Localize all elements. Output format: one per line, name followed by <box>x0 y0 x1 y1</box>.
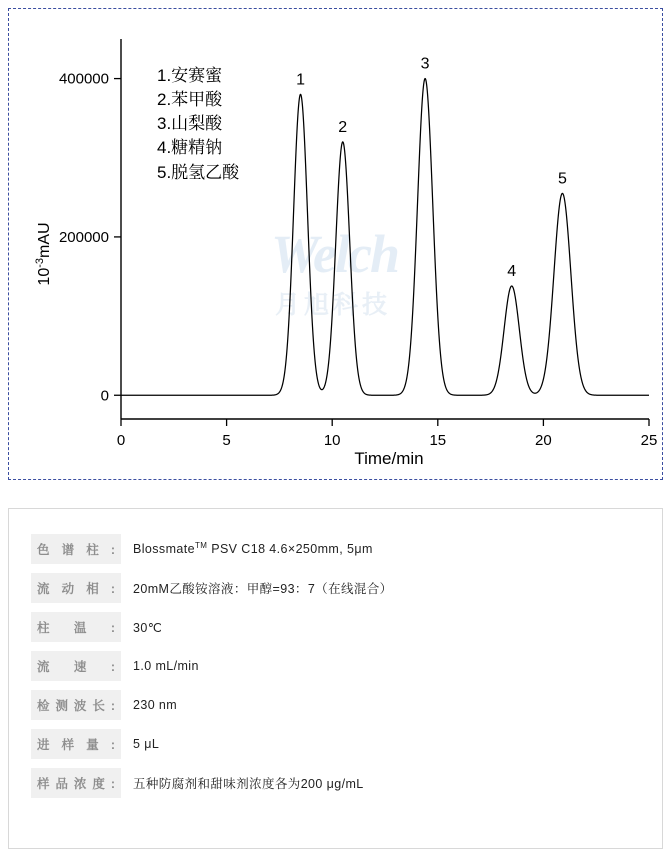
method-conditions-table <box>31 525 641 807</box>
condition-label: 色谱柱: <box>31 534 121 564</box>
condition-row <box>31 651 641 681</box>
chromatogram-trace <box>121 79 649 396</box>
chromatogram-plot <box>9 9 662 479</box>
method-conditions-panel <box>8 508 663 849</box>
x-tick-label: 20 <box>535 432 552 449</box>
condition-value: 5 μL <box>133 737 160 751</box>
condition-row <box>31 534 641 564</box>
x-axis-ticks <box>117 419 658 449</box>
x-tick-label: 25 <box>640 432 658 449</box>
condition-label: 进样量: <box>31 729 121 759</box>
condition-row <box>31 729 641 759</box>
legend-item: 1.安赛蜜 <box>157 66 223 85</box>
y-axis-ticks <box>59 71 121 405</box>
x-tick-label: 0 <box>116 432 126 449</box>
condition-value: 1.0 mL/min <box>133 659 199 673</box>
condition-label: 柱温: <box>31 612 121 642</box>
condition-label: 流速: <box>31 651 121 681</box>
y-axis-title-exponent: -3 <box>34 257 46 268</box>
condition-row <box>31 573 641 603</box>
y-tick-label: 400000 <box>58 70 109 88</box>
peak-label-5: 5 <box>557 170 567 188</box>
peak-label-2: 2 <box>338 118 348 136</box>
condition-value: 20mM乙酸铵溶液：甲醇=93：7（在线混合） <box>133 582 393 596</box>
condition-value: 五种防腐剂和甜味剂浓度各为200 μg/mL <box>133 777 364 791</box>
condition-row <box>31 690 641 720</box>
x-tick-label: 15 <box>429 432 447 449</box>
legend-item: 2.苯甲酸 <box>157 90 223 110</box>
condition-label: 流动相: <box>31 573 121 603</box>
condition-value: 230 nm <box>133 698 178 712</box>
peak-label-1: 1 <box>296 71 305 89</box>
legend-item: 4.糖精钠 <box>157 138 223 158</box>
chromatogram-svg <box>9 9 664 481</box>
condition-label: 样品浓度: <box>31 768 121 798</box>
y-axis-title-unit: mAU <box>36 222 53 258</box>
y-tick-label: 0 <box>100 387 109 405</box>
watermark-main-text: Welch <box>271 224 398 284</box>
y-axis-title <box>34 222 53 285</box>
condition-value: 30℃ <box>133 620 163 635</box>
condition-value: Blossmate™ PSV C18 4.6×250mm, 5μm <box>133 541 373 557</box>
legend-item: 5.脱氢乙酸 <box>157 162 240 182</box>
y-tick-label: 200000 <box>58 228 109 246</box>
chromatogram-panel <box>8 8 663 480</box>
y-axis-title-base: 10 <box>36 267 53 286</box>
condition-row <box>31 768 641 798</box>
peak-label-3: 3 <box>420 55 430 73</box>
condition-label: 检测波长: <box>31 690 121 720</box>
x-tick-label: 10 <box>323 432 341 449</box>
peak-label-4: 4 <box>507 263 517 280</box>
legend-item: 3.山梨酸 <box>157 114 223 134</box>
x-tick-label: 5 <box>222 432 231 449</box>
condition-row <box>31 612 641 642</box>
x-axis-title: Time/min <box>354 449 424 468</box>
method-conditions-body <box>31 534 641 798</box>
watermark-sub-text: 月旭科技 <box>275 291 392 319</box>
